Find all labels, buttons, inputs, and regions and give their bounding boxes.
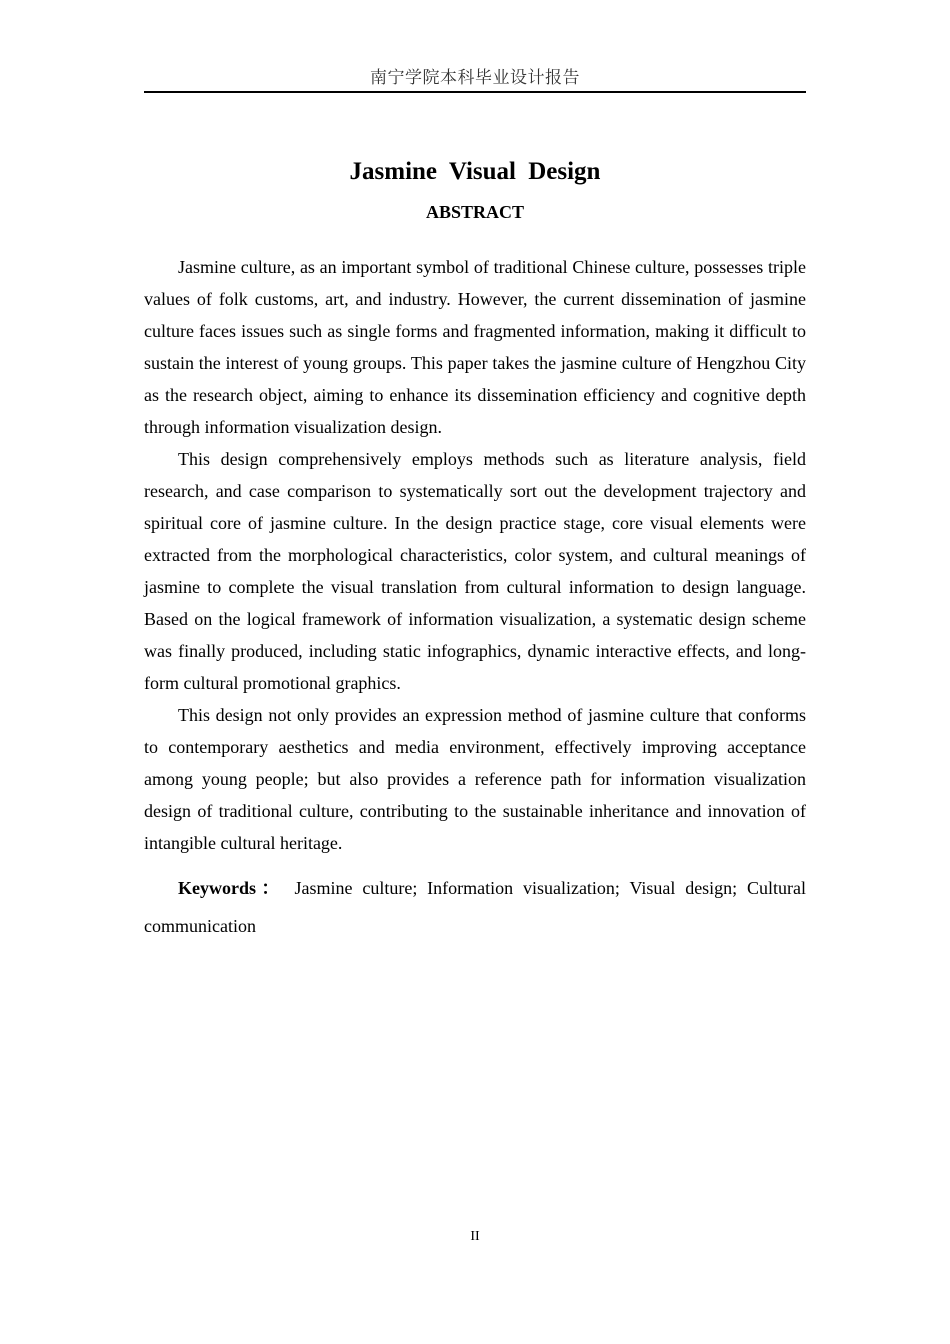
keywords-label: Keywords：	[178, 878, 285, 898]
abstract-paragraph: This design comprehensively employs methods such as literature analysis, field research, and case comparison to systematically sort out the development trajectory and spiritual core of jasmine culture. In the design practice stage, core visual elements were extracted from the morphological characteristics, color system, and cultural meanings of jasmine to complete the visual translation from cultural information to design language. Based on the logical framework of information visualization, a systematic design scheme was finally produced, including static infographics, dynamic interactive effects, and long-form cultural promotional graphics.	[144, 449, 806, 693]
keywords-text: Jasmine culture; Information visualization; Visual design; Cultural communication	[144, 878, 807, 936]
abstract-paragraph: Jasmine culture, as an important symbol of traditional Chinese culture, possesses triple values of folk customs, art, and industry. However, the current dissemination of jasmine culture faces issues such as single forms and fragmented information, making it difficult to sustain the interest of young groups. This paper takes the jasmine culture of Hengzhou City as the research object, aiming to enhance its dissemination efficiency and cognitive depth through information visualization design.	[144, 257, 806, 437]
header-rule	[144, 91, 806, 93]
paper-title: Jasmine Visual Design	[349, 158, 601, 185]
running-header: 南宁学院本科毕业设计报告	[370, 68, 580, 88]
abstract-paragraph: This design not only provides an expression method of jasmine culture that conforms to contemporary aesthetics and media environment, effectively improving acceptance among young people; but also provides a reference path for information visualization design of traditional culture, contributing to the sustainable inheritance and innovation of intangible cultural heritage.	[144, 705, 806, 853]
abstract-heading: ABSTRACT	[425, 202, 525, 222]
keywords-line	[144, 869, 806, 945]
page-number: II	[470, 1229, 480, 1244]
abstract-body	[144, 251, 806, 945]
